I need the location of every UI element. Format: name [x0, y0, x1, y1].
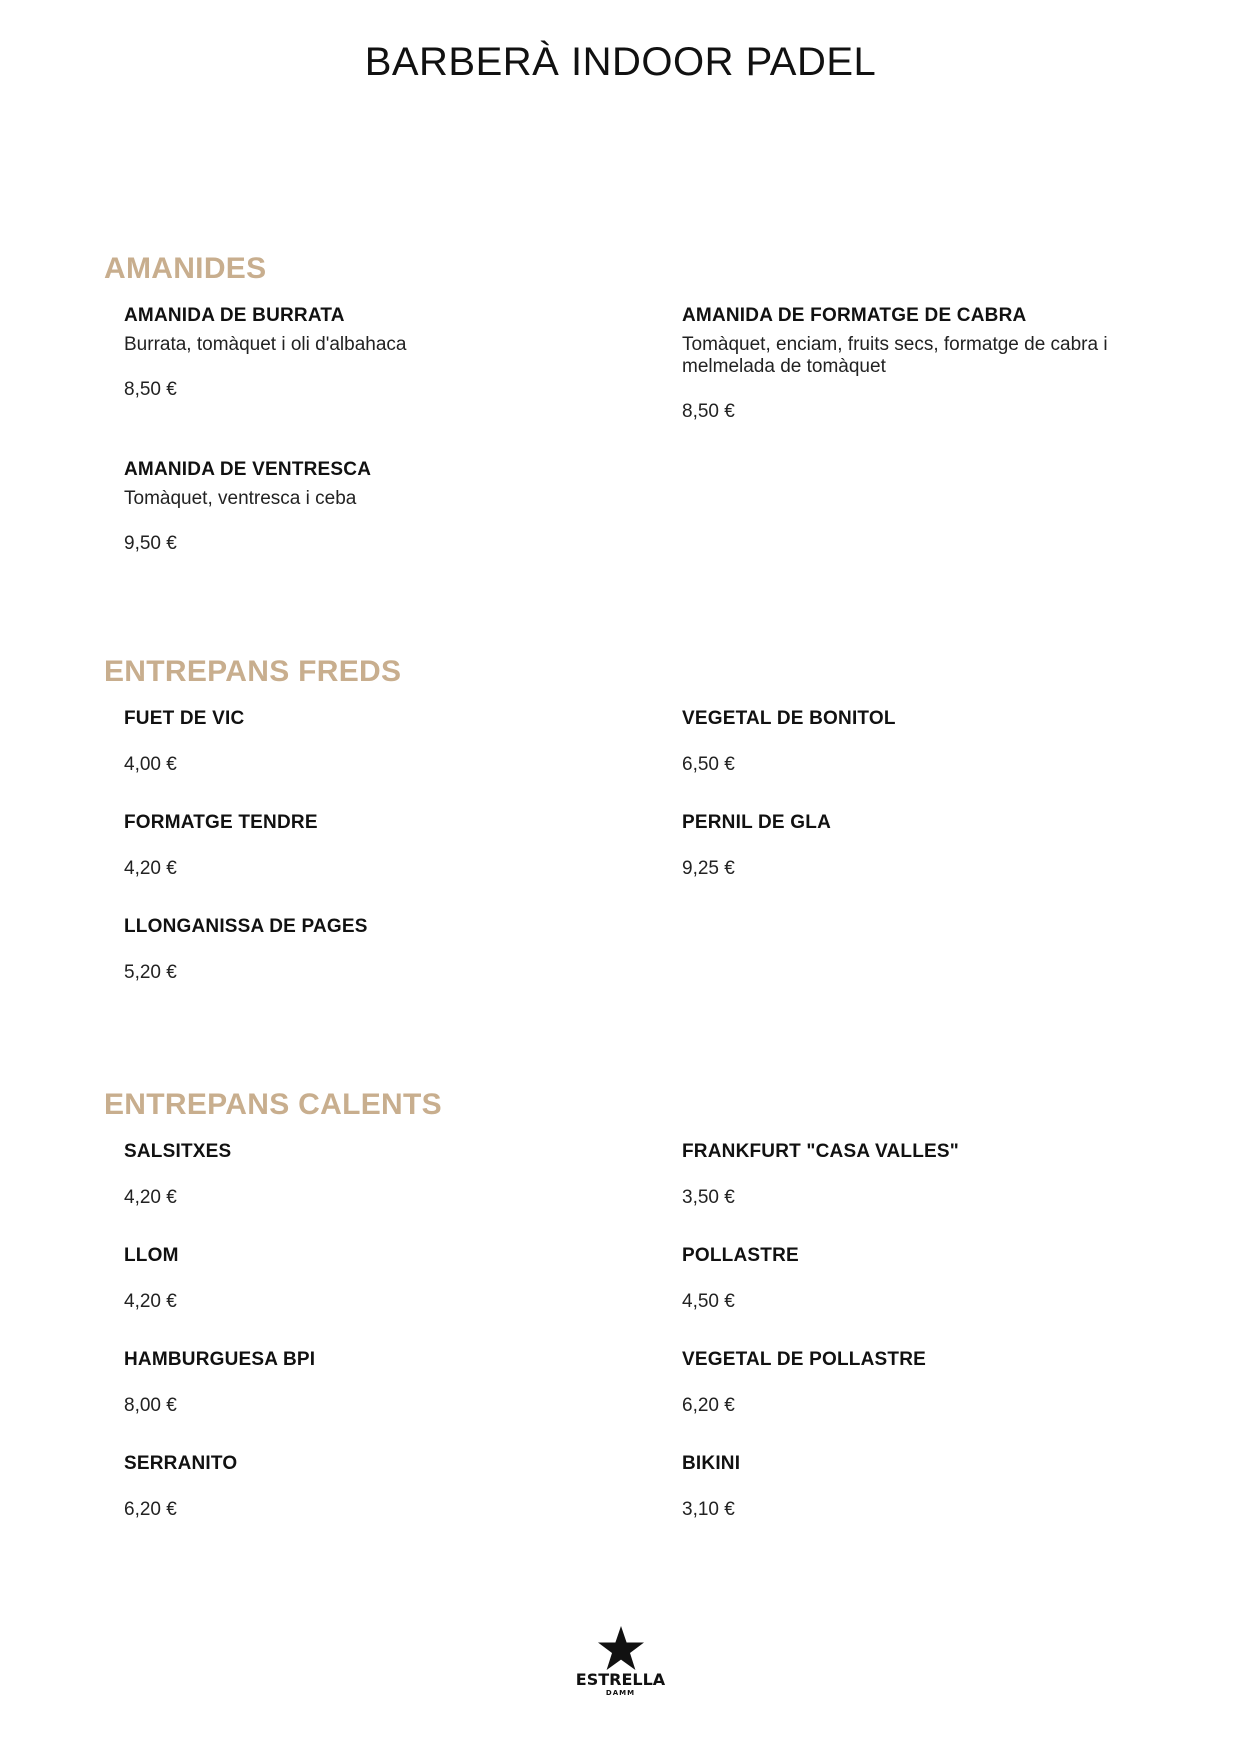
item-description: Tomàquet, ventresca i ceba	[124, 488, 357, 509]
section-title: ENTREPANS FREDS	[104, 655, 402, 688]
item-name: SALSITXES	[124, 1141, 232, 1162]
menu-item	[682, 1452, 1182, 1522]
item-name: VEGETAL DE POLLASTRE	[682, 1349, 926, 1370]
item-name: AMANIDA DE BURRATA	[124, 305, 345, 326]
menu-item	[682, 1348, 1182, 1418]
item-name: PERNIL DE GLA	[682, 812, 831, 833]
item-price: 5,20 €	[124, 962, 177, 983]
menu-item	[124, 1244, 659, 1314]
item-price: 6,50 €	[682, 754, 735, 775]
item-price: 6,20 €	[124, 1499, 177, 1520]
item-price: 8,50 €	[682, 401, 735, 422]
item-name: FUET DE VIC	[124, 708, 245, 729]
item-price: 4,20 €	[124, 1291, 177, 1312]
item-name: POLLASTRE	[682, 1245, 799, 1266]
items-grid	[124, 304, 1164, 590]
item-price: 4,20 €	[124, 858, 177, 879]
section-entrepans-calents	[104, 1088, 1164, 1556]
section-title: AMANIDES	[104, 252, 267, 285]
item-name: SERRANITO	[124, 1453, 238, 1474]
page-title: BARBERÀ INDOOR PADEL	[364, 40, 877, 84]
menu-item	[124, 707, 659, 777]
item-name: FRANKFURT "CASA VALLES"	[682, 1141, 959, 1162]
brand-logo	[0, 1625, 1241, 1697]
star-icon	[597, 1625, 645, 1671]
menu-item	[124, 811, 659, 881]
item-name: VEGETAL DE BONITOL	[682, 708, 896, 729]
item-name: BIKINI	[682, 1453, 741, 1474]
menu-item	[124, 304, 659, 424]
item-price: 3,10 €	[682, 1499, 735, 1520]
item-name: AMANIDA DE FORMATGE DE CABRA	[682, 305, 1027, 326]
item-name: AMANIDA DE VENTRESCA	[124, 459, 372, 480]
menu-item	[682, 811, 1182, 881]
item-price: 6,20 €	[682, 1395, 735, 1416]
menu-item	[682, 1244, 1182, 1314]
menu-item	[124, 458, 659, 556]
item-name: HAMBURGUESA BPI	[124, 1349, 316, 1370]
menu-item	[124, 1348, 659, 1418]
item-price: 9,50 €	[124, 533, 177, 554]
menu-item	[682, 707, 1182, 777]
item-name: LLONGANISSA DE PAGES	[124, 916, 368, 937]
logo-name: ESTRELLA	[575, 1670, 666, 1689]
item-price: 9,25 €	[682, 858, 735, 879]
item-price: 8,50 €	[124, 379, 177, 400]
menu-item	[124, 915, 659, 985]
menu-item	[124, 1140, 659, 1210]
item-name: FORMATGE TENDRE	[124, 812, 318, 833]
items-grid	[124, 1140, 1164, 1556]
item-description: Burrata, tomàquet i oli d'albahaca	[124, 334, 407, 355]
menu-item	[682, 304, 1182, 424]
item-name: LLOM	[124, 1245, 179, 1266]
menu-item	[682, 1140, 1182, 1210]
section-title: ENTREPANS CALENTS	[104, 1088, 442, 1121]
item-price: 4,50 €	[682, 1291, 735, 1312]
item-description: Tomàquet, enciam, fruits secs, formatge de cabra i melmelada de tomàquet	[682, 334, 1108, 377]
item-price: 4,20 €	[124, 1187, 177, 1208]
item-price: 3,50 €	[682, 1187, 735, 1208]
items-grid	[124, 707, 1164, 1019]
menu-item	[124, 1452, 659, 1522]
item-price: 4,00 €	[124, 754, 177, 775]
logo-sub: DAMM	[605, 1689, 636, 1697]
section-entrepans-freds	[104, 655, 1164, 1019]
item-price: 8,00 €	[124, 1395, 177, 1416]
section-amanides	[104, 252, 1164, 590]
